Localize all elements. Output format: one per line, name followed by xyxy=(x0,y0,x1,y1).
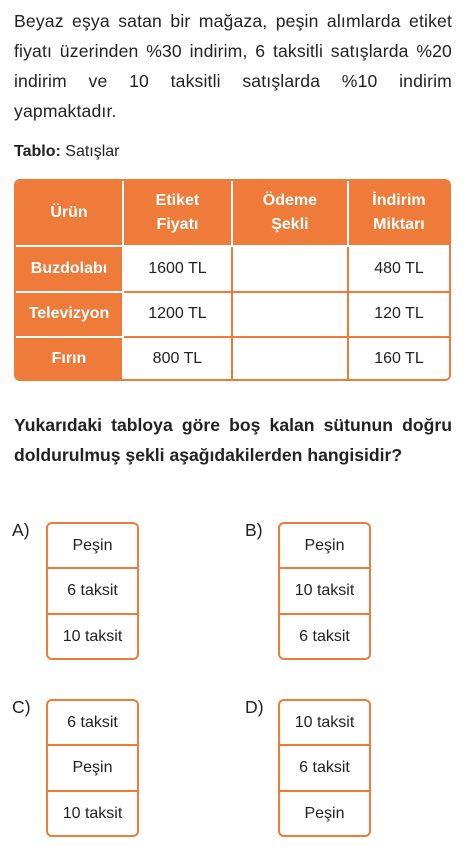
option-a-box[interactable] xyxy=(46,522,139,660)
option-b-letter: B) xyxy=(245,520,263,540)
table-caption xyxy=(14,143,120,161)
option-b-item: 6 taksit xyxy=(280,613,369,658)
option-c-letter: C) xyxy=(12,697,31,717)
row-payment-empty xyxy=(233,247,349,293)
option-a-item: 6 taksit xyxy=(48,567,137,612)
header-payment: Ödeme Şekli xyxy=(233,181,349,247)
row-discount: 160 TL xyxy=(349,338,449,379)
option-b-box[interactable] xyxy=(278,522,371,660)
option-c-item: 10 taksit xyxy=(48,790,137,835)
row-discount: 480 TL xyxy=(349,247,449,293)
option-c-box[interactable] xyxy=(46,699,139,837)
option-d-box[interactable] xyxy=(278,699,371,837)
row-product: Televizyon xyxy=(16,293,124,339)
row-discount: 120 TL xyxy=(349,293,449,339)
row-price: 1200 TL xyxy=(124,293,233,339)
header-discount: İndirim Miktarı xyxy=(349,181,449,247)
table-header-row xyxy=(16,181,449,247)
table-row xyxy=(16,247,449,293)
row-price: 1600 TL xyxy=(124,247,233,293)
option-d-letter: D) xyxy=(245,697,264,717)
option-b-item: 10 taksit xyxy=(280,567,369,612)
option-c-item: 6 taksit xyxy=(67,714,118,731)
intro-paragraph: Beyaz eşya satan bir mağaza, peşin alımlarda etiket fiyatı üzerinden %30 indirim, 6 taksitli satışlarda %20 indirim ve 10 taksitli satışlarda %10 indirim yapmaktadır. xyxy=(14,11,452,121)
option-a-letter: A) xyxy=(12,520,30,540)
sales-table xyxy=(14,179,451,381)
table-caption-label: Tablo: xyxy=(14,143,61,160)
row-payment-empty xyxy=(233,293,349,339)
table-row xyxy=(16,338,449,379)
row-payment-empty xyxy=(233,338,349,379)
option-d-item: 10 taksit xyxy=(294,714,355,731)
header-product: Ürün xyxy=(16,181,124,247)
question-text: Yukarıdaki tabloya göre boş kalan sütunun doğru doldurulmuş şekli aşağıdakilerden hangisidir? xyxy=(14,415,452,465)
table-row xyxy=(16,293,449,339)
table-caption-title: Satışlar xyxy=(65,143,120,160)
option-a-item: 10 taksit xyxy=(48,613,137,658)
option-c-item: Peşin xyxy=(48,744,137,789)
option-d-item: Peşin xyxy=(280,790,369,835)
header-price: Etiket Fiyatı xyxy=(124,181,233,247)
row-product: Fırın xyxy=(16,338,124,379)
row-price: 800 TL xyxy=(124,338,233,379)
option-d-item: 6 taksit xyxy=(280,744,369,789)
option-a-item: Peşin xyxy=(72,537,113,554)
option-b-item: Peşin xyxy=(304,537,345,554)
row-product: Buzdolabı xyxy=(16,247,124,293)
